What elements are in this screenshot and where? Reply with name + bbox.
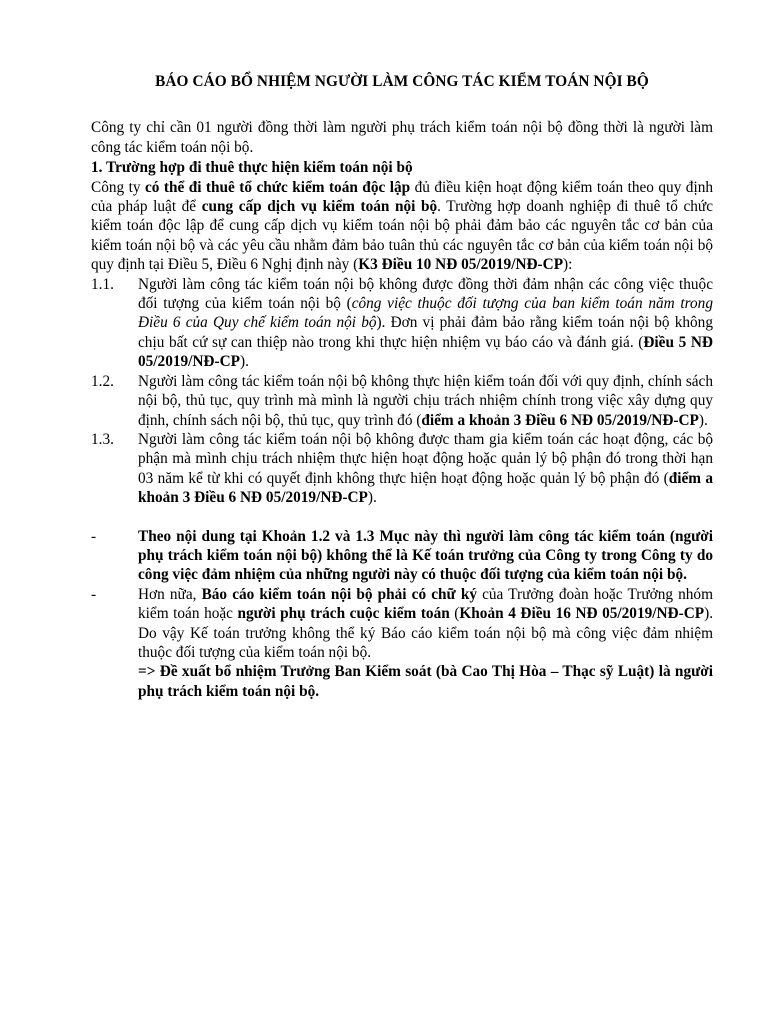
list-number: 1.1. bbox=[91, 275, 114, 293]
list-item-1-1: 1.1. Người làm công tác kiểm toán nội bộ không được đồng thời đảm nhận các công việc thuộc đối tượng của kiểm toán nội bộ (công việc thuộc đối tượng của ban kiểm toán năm trong Điều 6 của Quy chế kiểm toán nội bộ). Đơn vị phải đảm bảo rằng kiểm toán nội bộ không chịu bất cứ sự can thiệp nào trong khi thực hiện nhiệm vụ báo cáo và đánh giá. (Điều 5 NĐ 05/2019/NĐ-CP). bbox=[91, 275, 713, 371]
dash-bullet: - bbox=[91, 585, 97, 603]
section-1-heading: 1. Trường hợp đi thuê thực hiện kiểm toán nội bộ bbox=[91, 159, 413, 177]
document-page bbox=[91, 72, 713, 701]
list-item-1-2: 1.2. Người làm công tác kiểm toán nội bộ không thực hiện kiểm toán đối với quy định, chính sách nội bộ, thủ tục, quy trình mà mình là người chịu trách nhiệm chính trong việc xây dựng quy định, chính sách nội bộ, thủ tục, quy trình đó (điểm a khoản 3 Điều 6 NĐ 05/2019/NĐ-CP). bbox=[91, 372, 713, 429]
document-title: BÁO CÁO BỔ NHIỆM NGƯỜI LÀM CÔNG TÁC KIỂM TOÁN NỘI BỘ bbox=[155, 73, 649, 90]
dash-item-signature: - Hơn nữa, Báo cáo kiểm toán nội bộ phải có chữ ký của Trưởng đoàn hoặc Trưởng nhóm kiểm toán hoặc người phụ trách cuộc kiểm toán (Khoản 4 Điều 16 NĐ 05/2019/NĐ-CP). Do vậy Kế toán trưởng không thể ký Báo cáo kiểm toán nội bộ mà công việc đảm nhiệm thuộc đối tượng của kiểm toán nội bộ. => Đề xuất bổ nhiệm Trưởng Ban Kiểm soát (bà Cao Thị Hòa – Thạc sỹ Luật) là người phụ trách kiểm toán nội bộ. bbox=[91, 585, 714, 700]
intro-paragraph: Công ty chỉ cần 01 người đồng thời làm người phụ trách kiểm toán nội bộ đồng thời là người làm công tác kiểm toán nội bộ. bbox=[91, 119, 713, 156]
dash-bullet: - bbox=[91, 527, 97, 545]
dash-item-conclusion: - Theo nội dung tại Khoản 1.2 và 1.3 Mục này thì người làm công tác kiểm toán (người phụ trách kiểm toán nội bộ) không thể là Kế toán trưởng của Công ty trong Công ty do công việc đảm nhiệm của những người này có thuộc đối tượng của kiểm toán nội bộ. bbox=[91, 527, 713, 584]
proposal-text: => Đề xuất bổ nhiệm Trưởng Ban Kiểm soát (bà Cao Thị Hòa – Thạc sỹ Luật) là người phụ trách kiểm toán nội bộ. bbox=[138, 663, 713, 700]
section-1-paragraph: Công ty có thể đi thuê tổ chức kiểm toán độc lập đủ điều kiện hoạt động kiểm toán theo quy định của pháp luật để cung cấp dịch vụ kiểm toán nội bộ. Trường hợp doanh nghiệp đi thuê tổ chức kiểm toán độc lập để cung cấp dịch vụ kiểm toán nội bộ phải đảm bảo các nguyên tắc cơ bản của kiểm toán nội bộ và các yêu cầu nhằm đảm bảo tuân thủ các nguyên tắc cơ bản của kiểm toán nội bộ quy định tại Điều 5, Điều 6 Nghị định này (K3 Điều 10 NĐ 05/2019/NĐ-CP): bbox=[91, 178, 713, 274]
list-item-1-3: 1.3. Người làm công tác kiểm toán nội bộ không được tham gia kiểm toán các hoạt động, các bộ phận mà mình chịu trách nhiệm thực hiện hoạt động hoặc quản lý bộ phận đó trong thời hạn 03 năm kể từ khi có quyết định không thực hiện hoạt động hoặc quản lý bộ phận đó (điểm a khoản 3 Điều 6 NĐ 05/2019/NĐ-CP). bbox=[91, 430, 713, 507]
list-number: 1.2. bbox=[91, 372, 114, 390]
list-number: 1.3. bbox=[91, 430, 114, 448]
blank-line bbox=[91, 508, 713, 527]
